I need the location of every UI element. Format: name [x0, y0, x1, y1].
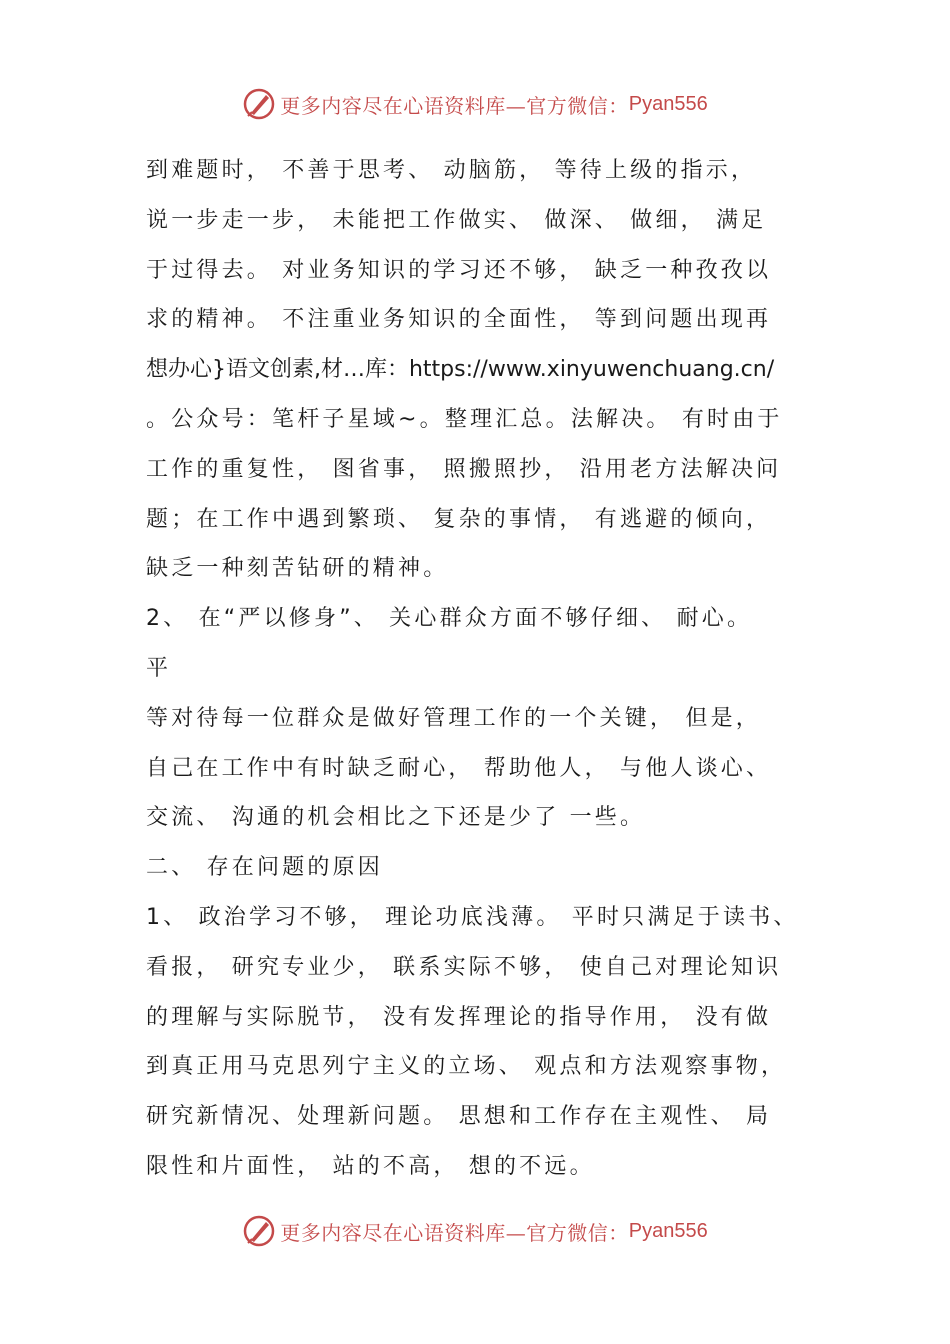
body-line: 。公众号：笔杆子星域~。整理汇总。法解决。 有时由于 — [146, 406, 783, 432]
banner-text: 更多内容尽在心语资料库—官方微信： — [280, 93, 629, 118]
body-line: 自己在工作中有时缺乏耐心， 帮助他人， 与他人谈心、 — [146, 755, 772, 781]
section-heading: 二、 存在问题的原因 — [146, 855, 383, 881]
body-line: 到真正用马克思列宁主义的立场、 观点和方法观察事物， — [146, 1054, 787, 1080]
body-line: 看报， 研究专业少， 联系实际不够， 使自己对理论知识 — [146, 954, 782, 980]
feather-pen-icon — [242, 1214, 276, 1248]
banner-text: 更多内容尽在心语资料库—官方微信： — [280, 1220, 629, 1245]
wechat-handle: Pyan556 — [628, 92, 708, 115]
body-line: 题；在工作中遇到繁琐、 复杂的事情， 有逃避的倾向， — [146, 506, 772, 532]
body-line: 求的精神。 不注重业务知识的全面性， 等到问题出现再 — [146, 307, 772, 333]
body-line: 工作的重复性， 图省事， 照搬照抄， 沿用老方法解决问 — [146, 456, 782, 482]
feather-pen-icon — [242, 87, 276, 121]
body-line: 交流、 沟通的机会相比之下还是少了 一些。 — [146, 805, 646, 831]
wechat-handle: Pyan556 — [628, 1219, 708, 1242]
body-line: 到难题时， 不善于思考、 动脑筋， 等待上级的指示， — [146, 158, 757, 183]
body-line: 等对待每一位群众是做好管理工作的一个关键， 但是， — [146, 705, 761, 731]
body-line: 于过得去。 对业务知识的学习还不够， 缺乏一种孜孜以 — [146, 257, 772, 283]
body-line: 的理解与实际脱节， 没有发挥理论的指导作用， 没有做 — [146, 1004, 772, 1030]
section-item: 2、 在“严以修身”、 关心群众方面不够仔细、 耐心。 — [146, 606, 753, 632]
footer-banner — [0, 1211, 950, 1251]
section-item: 1、 政治学习不够， 理论功底浅薄。 平时只满足于读书、 — [146, 904, 799, 930]
body-line: 平 — [146, 655, 172, 681]
body-line: 限性和片面性， 站的不高， 想的不远。 — [146, 1153, 595, 1179]
body-line: 说一步走一步， 未能把工作做实、 做深、 做细， 满足 — [146, 207, 767, 233]
body-line-url: 想办心}语文创素,材…库：https://www.xinyuwenchuang.cn/ — [146, 357, 775, 383]
document-body — [146, 146, 806, 1192]
header-banner — [0, 84, 950, 124]
body-line: 缺乏一种刻苦钻研的精神。 — [146, 556, 449, 582]
body-line: 研究新情况、处理新问题。 思想和工作存在主观性、 局 — [146, 1104, 772, 1130]
